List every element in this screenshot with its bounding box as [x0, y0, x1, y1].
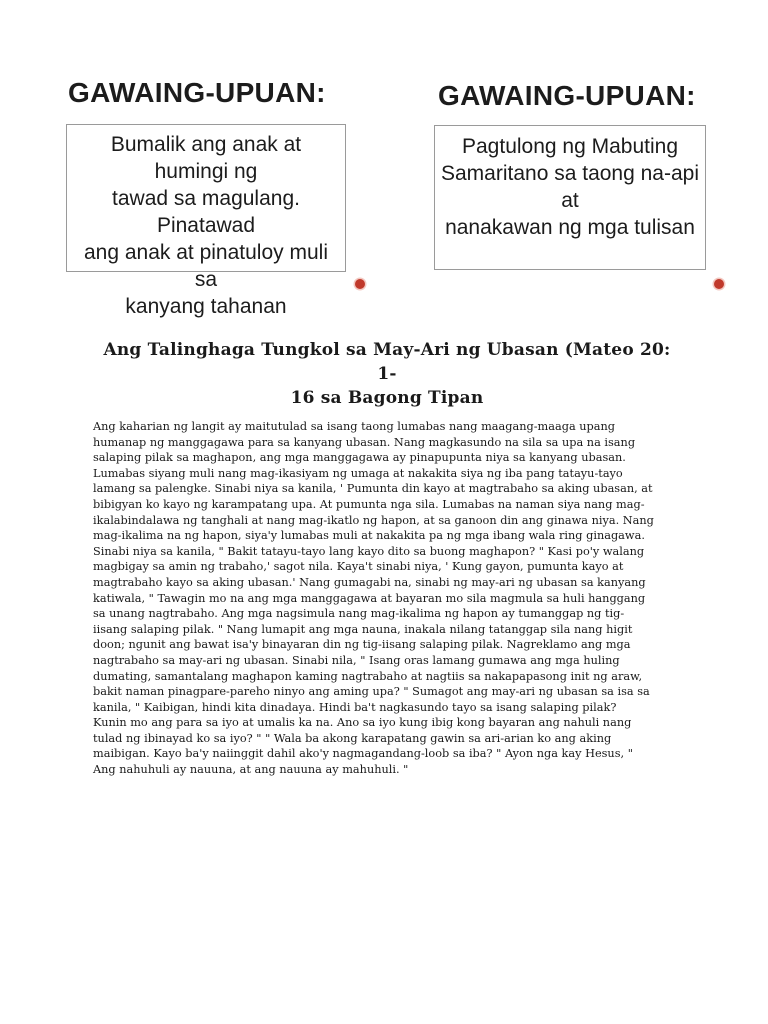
body-line: Ang nahuhuli ay nauuna, at ang nauuna ay mahuhuli. "	[93, 763, 409, 777]
right-slide-heading: GAWAING-UPUAN:	[438, 80, 696, 111]
body-line: maibigan. Kayo ba'y naiinggit dahil ako'y nagmagandang-loob sa iba? " Ayon nga kay Hesus, "	[93, 747, 633, 761]
title-line: Ang Talinghaga Tungkol sa May-Ari ng Ubasan (Mateo 20: 1-	[103, 340, 671, 384]
left-slide-card	[66, 124, 346, 318]
body-line: tulad ng ibinayad ko sa iyo? " " Wala ba akong karapatang gawin sa ari-arian ko ang aking	[93, 731, 612, 745]
body-line: mag-ikalima na ng hapon, siya'y lumabas muli at nakakita pa ng mga ibang wala ring ginagawa.	[93, 529, 645, 543]
body-line: kanila, " Kaibigan, hindi kita dinadaya. Hindi ba't nagkasundo tayo sa isang salaping pilak?	[93, 700, 617, 714]
red-bullet-icon	[355, 279, 365, 289]
body-line: bakit naman pinagpare-pareho ninyo ang aming upa? " Sumagot ang may-ari ng ubasan sa isa sa	[93, 685, 650, 699]
body-line: dumating, samantalang maghapon kaming nagtrabaho at nagtiis sa nakapapasong init ng araw,	[93, 669, 643, 683]
body-line: Ang kaharian ng langit ay maitutulad sa isang taong lumabas nang maagang-maaga upang	[93, 420, 616, 433]
body-line: sa unang nagtrabaho. Ang mga nagsimula nang mag-ikalima ng hapon ay tumanggap ng tig-	[93, 607, 625, 621]
body-line: Kunin mo ang para sa iyo at umalis ka na. Ano sa iyo kung ibig kong bayaran ang nahuli nang	[93, 716, 632, 730]
body-line: humanap ng manggagawa para sa kanyang ubasan. Nang magkasundo na sila sa upa na isang	[93, 435, 636, 449]
right-slide-card	[434, 125, 706, 270]
document-body	[93, 419, 685, 778]
left-slide-heading: GAWAING-UPUAN:	[68, 77, 326, 108]
body-line: nagtrabaho sa may-ari ng ubasan. Sinabi nila, " Isang oras lamang gumawa ang mga huling	[93, 653, 620, 667]
title-line: 16 sa Bagong Tipan	[290, 388, 484, 408]
body-line: Sinabi niya sa kanila, " Bakit tatayu-tayo lang kayo dito sa buong maghapon? " Kasi po'y walang	[93, 544, 645, 558]
body-line: doon; ngunit ang bawat isa'y binayaran din ng tig-iisang salaping pilak. Nagreklamo ang mga	[93, 638, 631, 652]
body-line: salaping pilak sa maghapon, ang mga manggagawa ay pinapupunta niya sa kanyang ubasan.	[93, 451, 626, 465]
card-line: Bumalik ang anak at humingi ng	[110, 133, 302, 183]
card-line: Samaritano sa taong na-api at	[441, 162, 699, 212]
red-bullet-icon	[714, 279, 724, 289]
document-title	[96, 338, 678, 410]
card-line: nanakawan ng mga tulisan	[445, 216, 695, 239]
body-line: katiwala, " Tawagin mo na ang mga manggagawa at bayaran mo sila magmula sa huli hanggang	[93, 591, 646, 605]
body-line: iisang salaping pilak. " Nang lumapit ang mga nauna, inakala nilang tatanggap sila nang higit	[93, 622, 633, 636]
card-line: kanyang tahanan	[125, 295, 287, 318]
body-line: bibigyan ko kayo ng karampatang upa. At pumunta nga sila. Lumabas na naman siya nang mag-	[93, 497, 645, 511]
body-line: magtrabaho kayo sa aking ubasan.' Nang gumagabi na, sinabi ng may-ari ng ubasan sa kanyang	[93, 575, 646, 589]
body-line: Lumabas siyang muli nang mag-ikasiyam ng umaga at nakakita siya ng iba pang tatayu-tayo	[93, 466, 623, 480]
body-line: ikalabindalawa ng tanghali at nang mag-ikatlo ng hapon, at sa ganoon din ang ginawa niya. Nang	[93, 513, 654, 527]
card-line: Pagtulong ng Mabuting	[462, 135, 678, 158]
body-line: lamang sa palengke. Sinabi niya sa kanila, ' Pumunta din kayo at magtrabaho sa aking ubasan, at	[93, 482, 653, 496]
body-line: magbigay sa amin ng trabaho,' sagot nila. Kaya't sinabi niya, ' Kung gayon, pumunta kayo at	[93, 560, 624, 574]
card-line: ang anak at pinatuloy muli sa	[84, 241, 328, 291]
card-line: tawad sa magulang. Pinatawad	[112, 187, 300, 237]
